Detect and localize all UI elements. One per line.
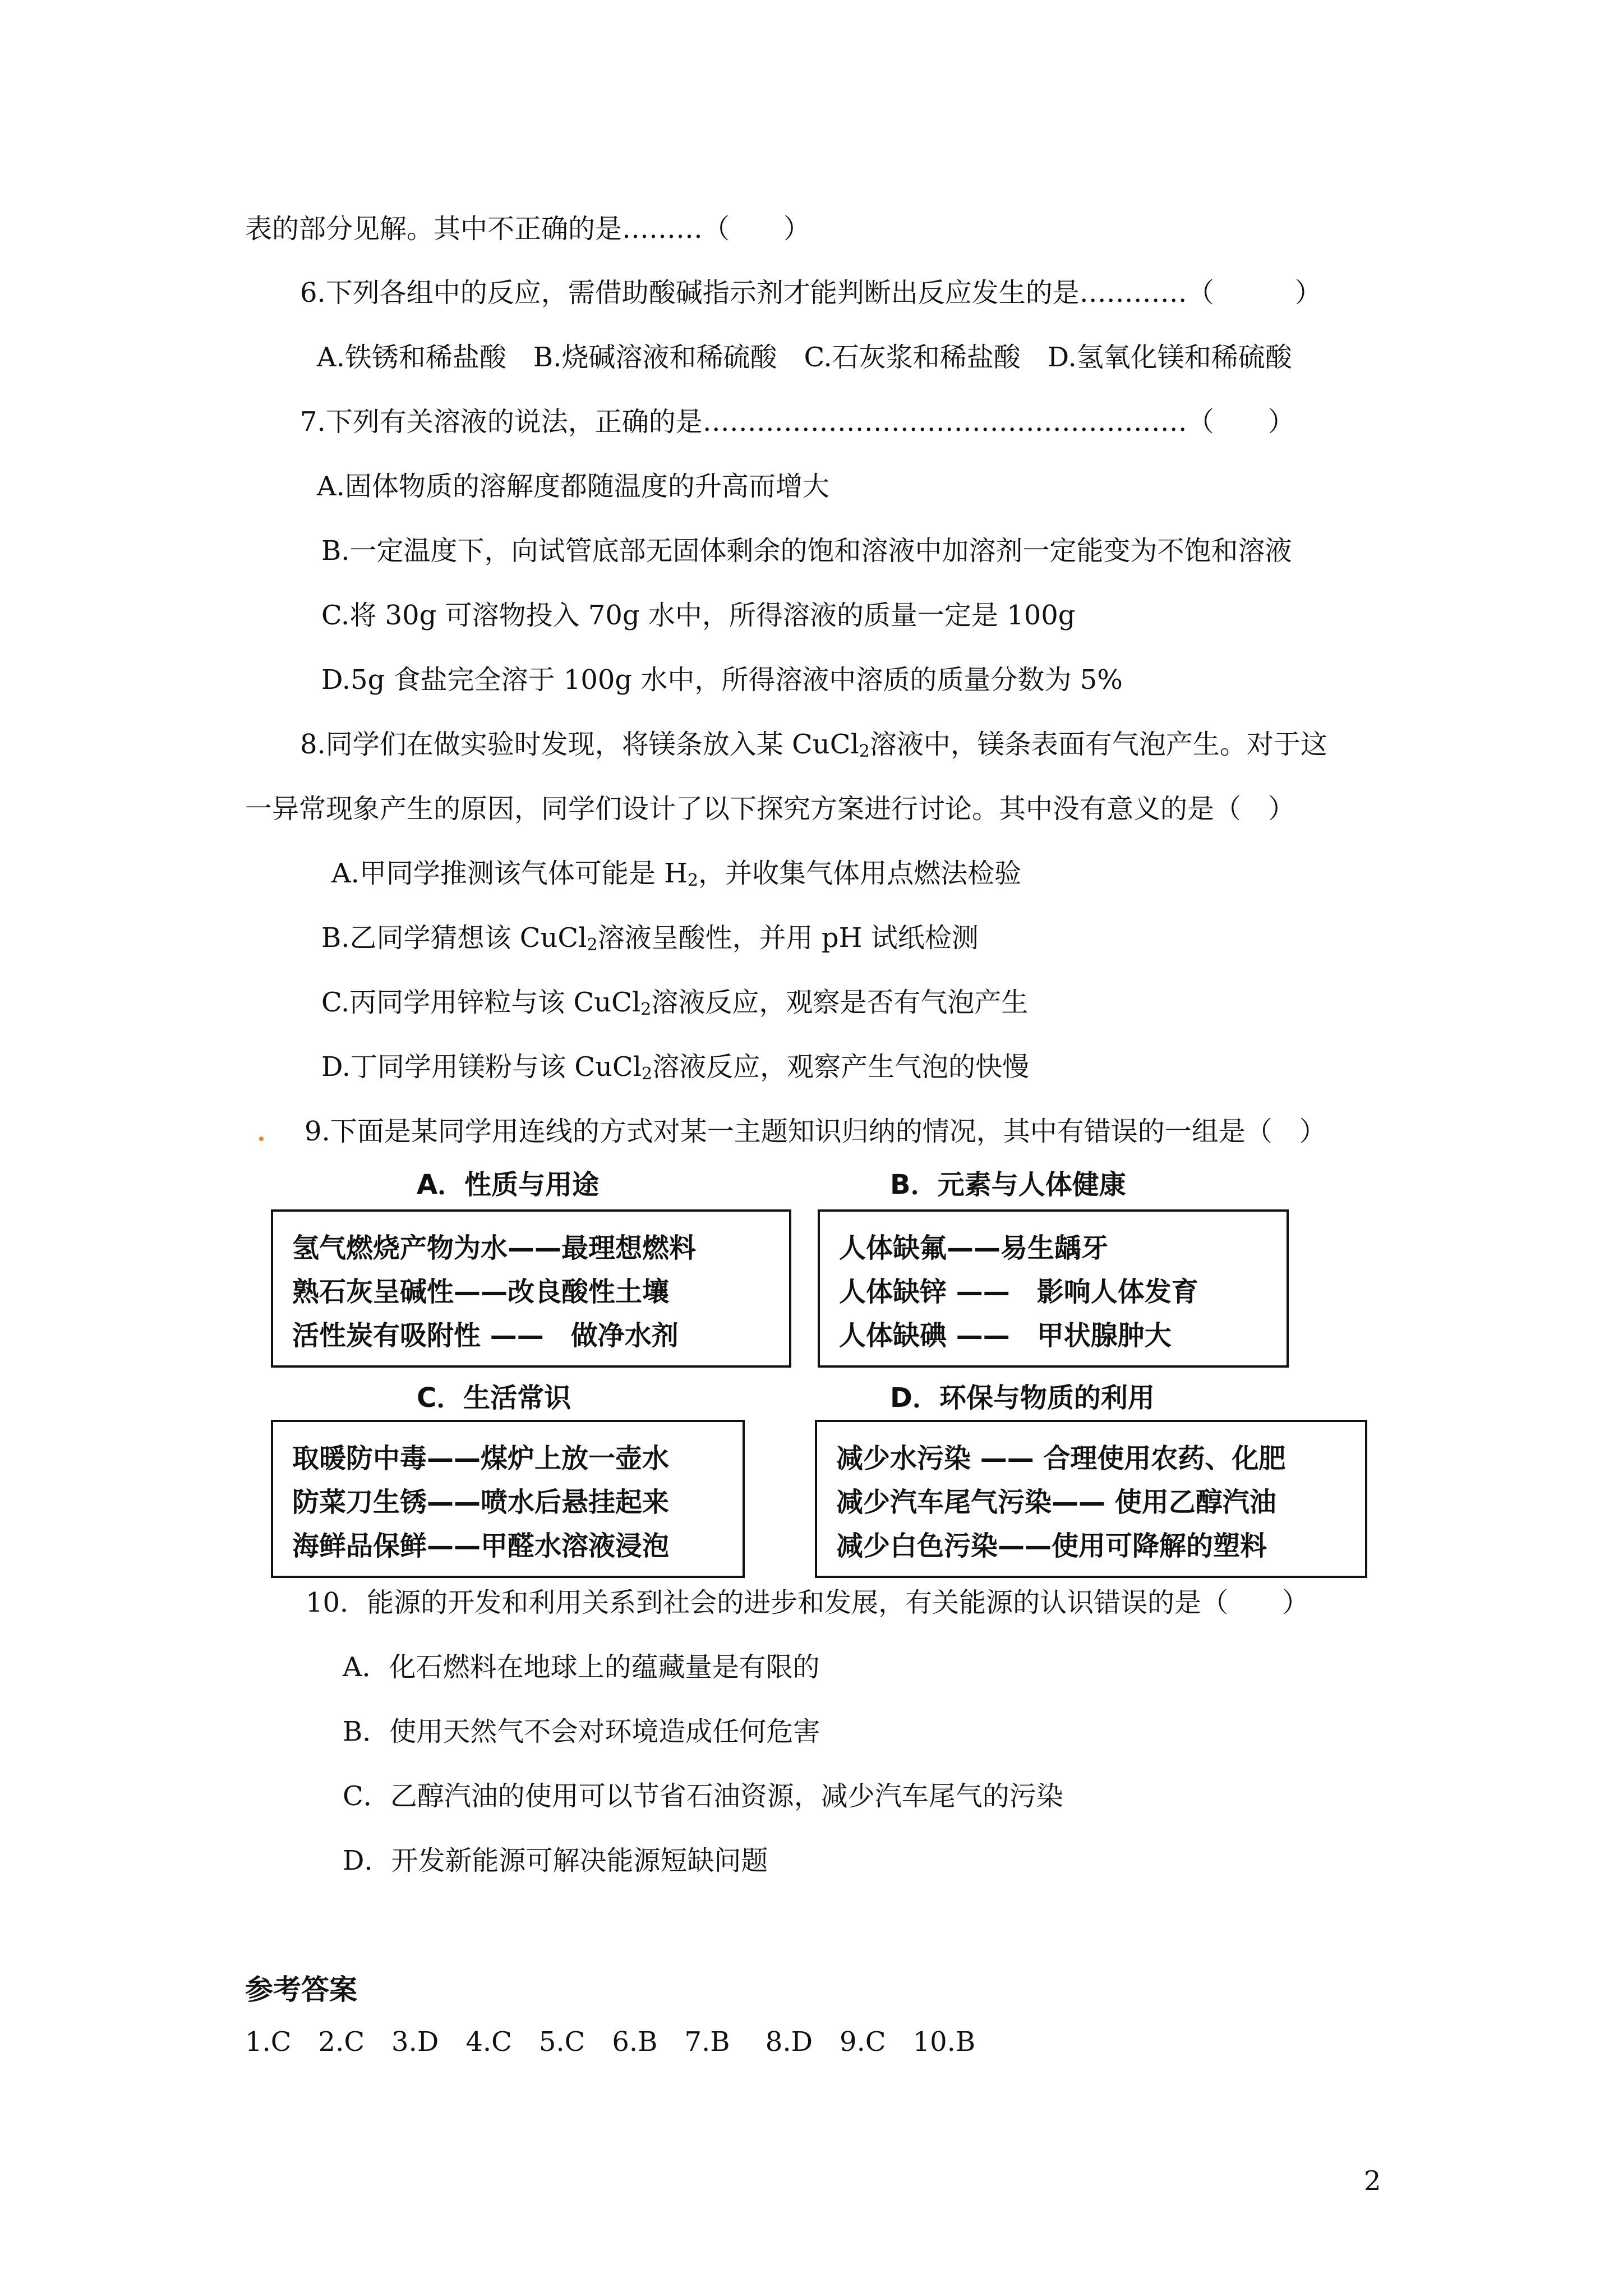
- box-c-line: 取暖防中毒——煤炉上放一壶水: [292, 1443, 670, 1474]
- box-d-line: 减少水污染 —— 合理使用农药、化肥: [836, 1443, 1286, 1474]
- box-b-title: B．元素与人体健康: [890, 1169, 1126, 1200]
- question-7-stem: 7.下列有关溶液的说法，正确的是………………………………………………（ ）: [300, 406, 1295, 438]
- question-8-option-d: D.丁同学用镁粉与该 CuCl$_2$溶液反应，观察产生气泡的快慢: [321, 1051, 1030, 1084]
- question-8-stem-line1: 8.同学们在做实验时发现，将镁条放入某 CuCl$_2$溶液中，镁条表面有气泡产生。对于这: [300, 729, 1327, 761]
- box-c-title: C．生活常识: [417, 1382, 571, 1414]
- question-8-stem-line2: 一异常现象产生的原因，同学们设计了以下探究方案进行讨论。其中没有意义的是（ ）: [245, 793, 1295, 825]
- box-d-title: D．环保与物质的利用: [890, 1382, 1155, 1414]
- box-d-line: 减少白色污染——使用可降解的塑料: [836, 1530, 1267, 1562]
- question-8-option-c: C.丙同学用锌粒与该 CuCl$_2$溶液反应，观察是否有气泡产生: [321, 987, 1029, 1019]
- question-7-option-a: A.固体物质的溶解度都随温度的升高而增大: [317, 471, 829, 502]
- box-d-environment: [815, 1420, 1367, 1578]
- box-a-line: 熟石灰呈碱性——改良酸性土壤: [292, 1276, 670, 1308]
- box-a-line: 活性炭有吸附性 —— 做净水剂: [292, 1320, 679, 1351]
- box-b-line: 人体缺锌 —— 影响人体发育: [839, 1276, 1198, 1308]
- box-a-line: 氢气燃烧产物为水——最理想燃料: [292, 1232, 697, 1264]
- question-7-option-b: B.一定温度下，向试管底部无固体剩余的饱和溶液中加溶剂一定能变为不饱和溶液: [321, 535, 1292, 567]
- question-10-option-d: D．开发新能源可解决能源短缺问题: [343, 1845, 768, 1876]
- box-b-line: 人体缺碘 —— 甲状腺肿大: [839, 1320, 1172, 1351]
- question-8-option-b: B.乙同学猜想该 CuCl$_2$溶液呈酸性，并用 pH 试纸检测: [321, 922, 979, 955]
- box-d-line: 减少汽车尾气污染—— 使用乙醇汽油: [836, 1487, 1276, 1518]
- question-10-option-c: C．乙醇汽油的使用可以节省石油资源，减少汽车尾气的污染: [343, 1780, 1063, 1812]
- box-b-line: 人体缺氟——易生龋牙: [839, 1232, 1109, 1264]
- question-6-stem: 6.下列各组中的反应，需借助酸碱指示剂才能判断出反应发生的是…………（ ）: [300, 277, 1322, 309]
- question-7-option-d: D.5g 食盐完全溶于 100g 水中，所得溶液中溶质的质量分数为 5%: [321, 664, 1123, 696]
- box-c-daily-life: [271, 1420, 745, 1578]
- answers-heading: 参考答案: [245, 1973, 357, 2006]
- box-c-line: 防菜刀生锈——喷水后悬挂起来: [292, 1487, 670, 1518]
- box-a-title: A．性质与用途: [417, 1169, 600, 1200]
- box-c-line: 海鲜品保鲜——甲醛水溶液浸泡: [292, 1530, 670, 1562]
- page-number: 2: [1364, 2165, 1381, 2197]
- stray-mark: [259, 1137, 264, 1141]
- question-10-option-a: A．化石燃料在地球上的蕴藏量是有限的: [343, 1651, 820, 1683]
- question-10-option-b: B．使用天然气不会对环境造成任何危害: [343, 1716, 820, 1747]
- question-7-option-c: C.将 30g 可溶物投入 70g 水中，所得溶液的质量一定是 100g: [321, 600, 1076, 631]
- lead-text: 表的部分见解。其中不正确的是………（ ）: [245, 213, 811, 245]
- box-b-elements-health: [818, 1209, 1289, 1368]
- question-9-stem: 9.下面是某同学用连线的方式对某一主题知识归纳的情况，其中有错误的一组是（ ）: [305, 1116, 1326, 1147]
- question-10-stem: 10．能源的开发和利用关系到社会的进步和发展，有关能源的认识错误的是（ ）: [306, 1587, 1310, 1618]
- question-6-options: A.铁锈和稀盐酸 B.烧碱溶液和稀硫酸 C.石灰浆和稀盐酸 D.氢氧化镁和稀硫酸: [317, 342, 1292, 373]
- question-8-option-a: A.甲同学推测该气体可能是 $H_2$，并收集气体用点燃法检验: [331, 858, 1022, 890]
- box-a-properties-uses: [271, 1209, 791, 1368]
- answers-line: 1.C 2.C 3.D 4.C 5.C 6.B 7.B 8.D 9.C 10.B: [245, 2026, 976, 2058]
